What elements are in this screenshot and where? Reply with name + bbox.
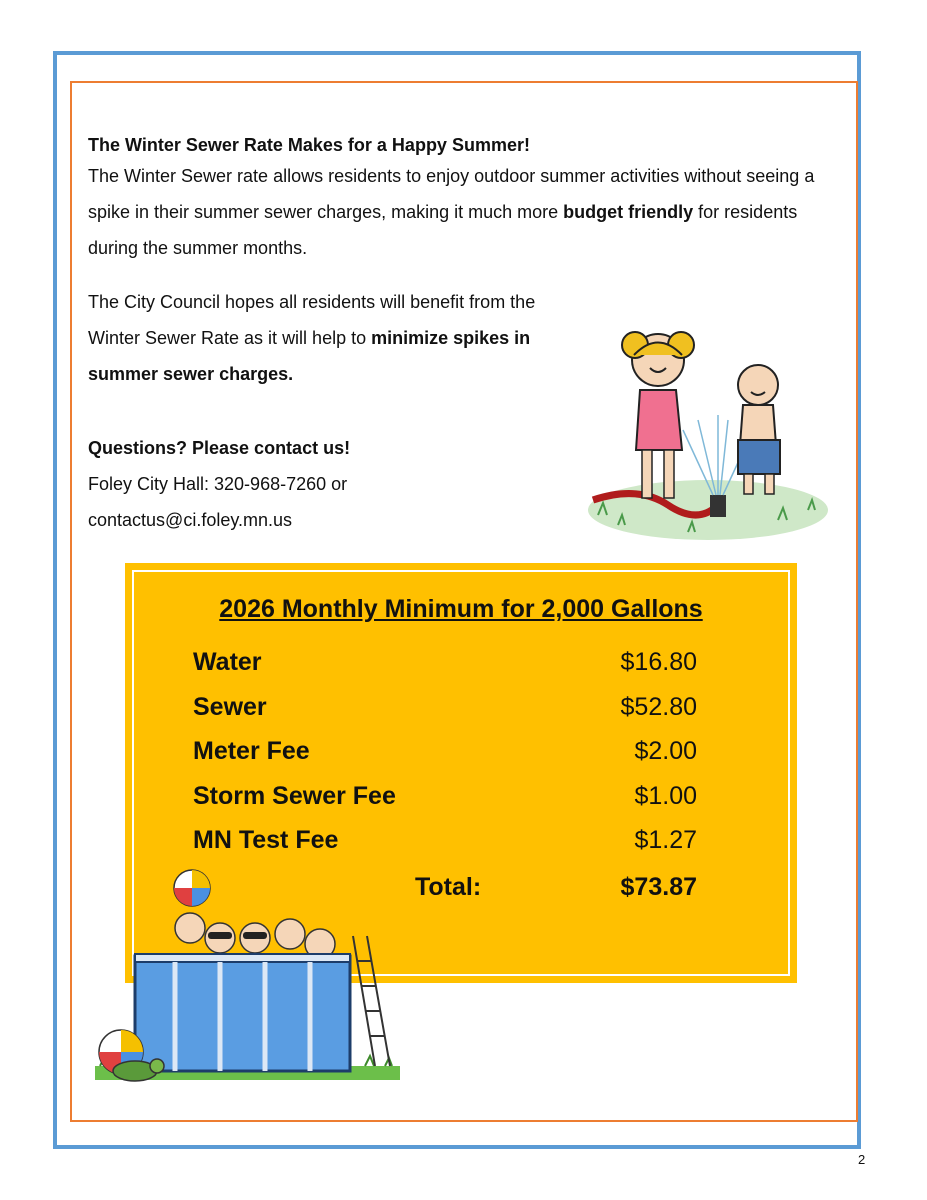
paragraph-emphasis: minimize spikes in summer sewer charges. <box>88 328 531 384</box>
total-label: Total: <box>415 873 482 901</box>
fee-amount: $52.80 <box>620 693 697 721</box>
fee-label: MN Test Fee <box>193 826 339 854</box>
pool-ladder <box>353 936 390 1066</box>
fee-amount: $2.00 <box>634 737 697 765</box>
beach-ball-top <box>174 870 210 906</box>
article-paragraph-2 <box>88 284 558 392</box>
children-heads <box>175 913 335 959</box>
contact-section <box>88 430 488 538</box>
contact-phone: Foley City Hall: 320-968-7260 or <box>88 474 348 494</box>
fee-label: Storm Sewer Fee <box>193 782 396 810</box>
total-amount: $73.87 <box>620 873 697 901</box>
kids-pool-illustration <box>95 866 400 1086</box>
rate-table-title: 2026 Monthly Minimum for 2,000 Gallons <box>219 595 703 623</box>
fee-label: Meter Fee <box>193 737 310 765</box>
fee-label: Sewer <box>193 693 267 721</box>
fee-amount: $16.80 <box>620 648 697 676</box>
article-paragraph-1 <box>88 158 828 266</box>
fee-row <box>185 782 697 822</box>
fee-row <box>185 826 697 866</box>
fee-amount: $1.00 <box>634 782 697 810</box>
pool <box>135 954 350 1071</box>
girl-figure <box>622 332 694 498</box>
fee-amount: $1.27 <box>634 826 697 854</box>
paragraph-text: for residents during the summer months. <box>88 202 798 258</box>
page-number: 2 <box>858 1152 866 1167</box>
paragraph-emphasis: budget friendly <box>563 202 694 222</box>
fee-row <box>185 693 697 733</box>
article-intro <box>88 132 828 266</box>
article-heading: The Winter Sewer Rate Makes for a Happy Summer! <box>88 135 530 155</box>
fee-row <box>185 648 697 688</box>
paragraph-text: The Winter Sewer rate allows residents to enjoy outdoor summer activities without seeing a spike in their summer sewer charges, making it much more <box>88 166 815 222</box>
fee-label: Water <box>193 648 262 676</box>
boy-figure <box>738 365 780 494</box>
kids-sprinkler-illustration <box>578 310 833 550</box>
fee-row <box>185 737 697 777</box>
paragraph-text: The City Council hopes all residents will benefit from the Winter Sewer Rate as it will help to <box>88 292 536 348</box>
contact-question: Questions? Please contact us! <box>88 438 351 458</box>
contact-email[interactable]: contactus@ci.foley.mn.us <box>88 510 293 530</box>
